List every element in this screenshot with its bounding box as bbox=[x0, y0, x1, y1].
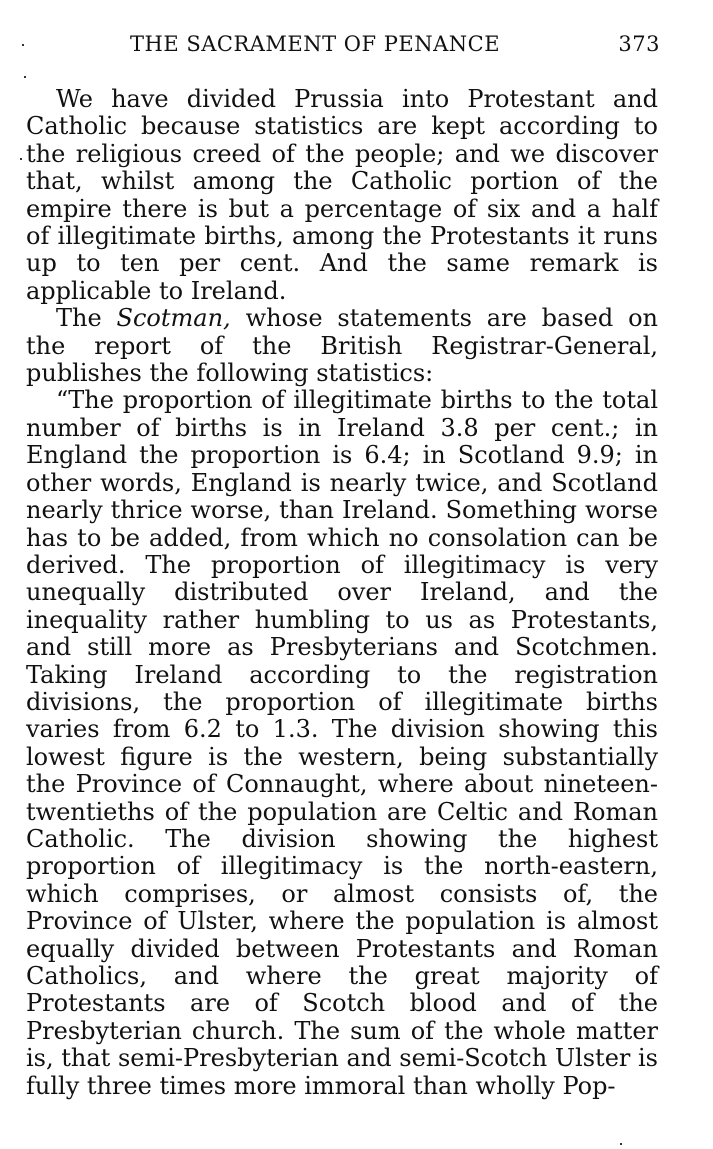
margin-speck bbox=[22, 44, 24, 46]
publication-title: Scotman, bbox=[116, 304, 231, 333]
margin-speck bbox=[620, 1143, 622, 1145]
page-header bbox=[130, 32, 660, 60]
margin-speck bbox=[20, 158, 22, 160]
paragraph-scotman bbox=[26, 305, 658, 387]
margin-speck bbox=[24, 76, 26, 78]
page-number: 373 bbox=[618, 32, 660, 56]
paragraph-rest: whose statements are based on the report of the British Registrar-General, publishes the following statistics: bbox=[26, 304, 658, 388]
paragraph-lead: The bbox=[56, 304, 117, 333]
paragraph-prussia: We have divided Prussia into Protestant and Catholic because statistics are kept according to the religious creed of the people; and we discover that, whilst among the Catholic portion of the empire there is but a percentage of six and a half of illegitimate births, among the Protestants it runs up to ten per cent. And the same remark is applicable to Ireland. bbox=[26, 85, 658, 305]
body-text bbox=[26, 86, 658, 1100]
running-title: THE SACRAMENT OF PENANCE bbox=[130, 32, 501, 56]
paragraph-quotation: “The proportion of illegitimate births to the total number of births is in Ireland 3.8 per cent.; in England the proportion is 6.4; in Scotland 9.9; in other words, England is nearly twice, and Scotland nearly thrice worse, than Ireland. Something worse has to be added, from which no consolation can be derived. The proportion of illegitimacy is very unequally distributed over Ireland, and the inequality rather humbling to us as Protestants, and still more as Presbyterians and Scotchmen. Taking Ireland according to the registration divisions, the proportion of illegitimate births varies from 6.2 to 1.3. The division showing this lowest figure is the western, being substantially the Province of Connaught, where about nineteen-twentieths of the population are Celtic and Roman Catholic. The division showing the highest proportion of illegitimacy is the north-eastern, which comprises, or almost consists of, the Province of Ulster, where the population is almost equally divided between Protestants and Roman Catholics, and where the great majority of Protestants are of Scotch blood and of the Presbyterian church. The sum of the whole matter is, that semi-Presbyterian and semi-Scotch Ulster is fully three times more immoral than wholly Pop- bbox=[26, 386, 658, 1100]
